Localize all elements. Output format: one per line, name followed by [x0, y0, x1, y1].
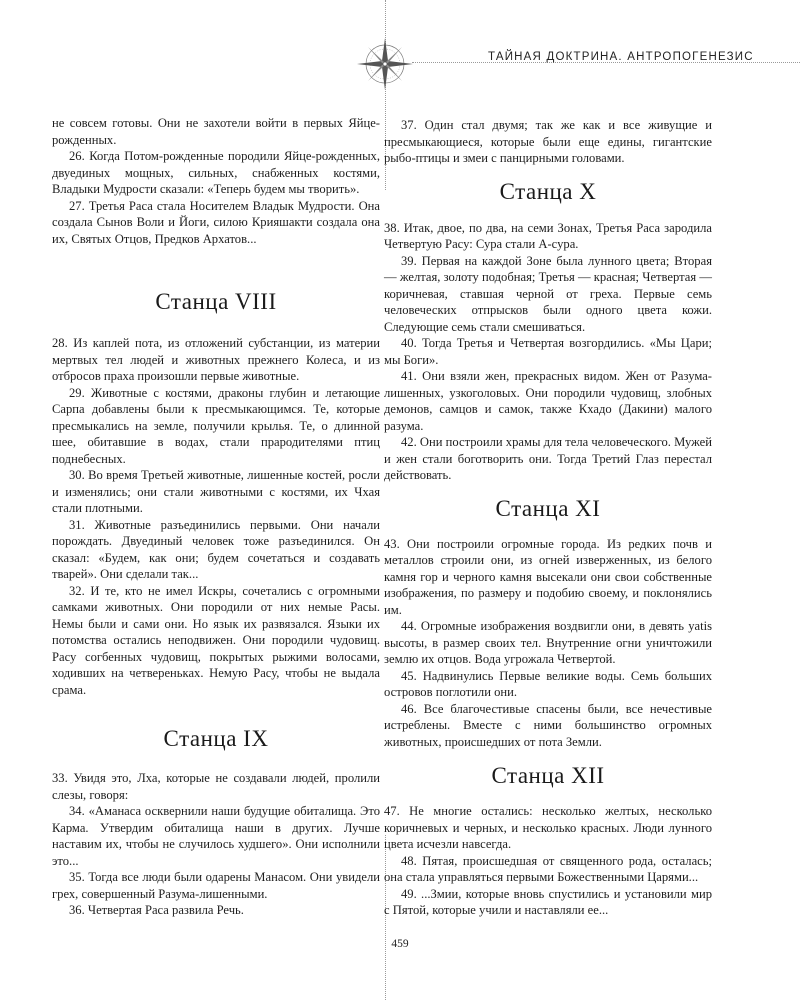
verse-36: 36. Четвертая Раса развила Речь. [69, 903, 244, 917]
stanza-9-heading: Станца IX [163, 726, 269, 751]
stanza-11-heading: Станца XI [495, 495, 601, 521]
stanza-12-heading: Станца XII [491, 763, 605, 788]
verse-38: 38. Итак, двое, по два, на семи Зонах, Третья Раса зародила Четвертую Расу: Сура стали А-сура. [384, 220, 712, 251]
verse-42: 42. Они построили храмы для тела человеческого. Мужей и жен стали боготворить они. Тогда Третий Глаз перестал действовать. [384, 435, 712, 482]
left-column [52, 115, 380, 919]
verse-43: 43. Они построили огромные города. Из редких почв и металлов строили они, из огней изверженных, из белого камня гор и черного камня высекали они свои собственные изображения, по размеру и подобию своему, и поклонялись им. [384, 536, 712, 617]
stanza-8-heading: Станца VIII [155, 289, 277, 314]
verse-41: 41. Они взяли жен, прекрасных видом. Жен от Разума-лишенных, узкоголовых. Они породили чудовищ, злобных демонов, самцов и самок, также Кхадо (Дакини) малого разума. [384, 369, 712, 433]
verse-37: 37. Один стал двумя; так же как и все живущие и пресмыкающиеся, которые были еще едины, гигантские рыбо-птицы и змеи с панцирными головами. [384, 118, 712, 165]
right-column [384, 117, 712, 919]
paragraph-intro: не совсем готовы. Они не захотели войти в первых Яйце-рожденных. [52, 116, 380, 147]
stanza-10-heading: Станца X [499, 178, 597, 204]
verse-49: 49. ...Змии, которые вновь спустились и установили мир с Пятой, которые учили и наставляли ее... [384, 886, 712, 917]
verse-34: 34. «Аманаса осквернили наши будущие обиталища. Это Карма. Утвердим обиталища наши в других. Лучше наставим их, чтобы не случилось худшего». Они исполнили это... [52, 804, 380, 868]
page-number: 459 [391, 938, 409, 950]
verse-28: 28. Из каплей пота, из отложений субстанции, из материи мертвых тел людей и животных прежнего Колеса, и из отбросов праха произошли первые животные. [52, 336, 380, 383]
verse-30: 30. Во время Третьей животные, лишенные костей, росли и изменялись; они стали животными с костями, их Чхая стали плотными. [52, 468, 380, 515]
verse-29: 29. Животные с костями, драконы глубин и летающие Сарпа добавлены были к пресмыкающимся. Те, которые пресмыкались на земле, получили крылья. Те, о длинной шее, обитавшие в водах, стали прародителями птиц поднебесных. [52, 385, 380, 466]
running-head: ТАЙНАЯ ДОКТРИНА. АНТРОПОГЕНЕЗИС [488, 51, 754, 63]
verse-45: 45. Надвинулись Первые великие воды. Семь больших островов поглотили они. [384, 668, 712, 699]
verse-47: 47. Не многие остались: несколько желтых, несколько коричневых и черных, и несколько красных. Люди лунного цвета исчезли навсегда. [384, 804, 712, 851]
compass-rose-icon [355, 36, 415, 94]
verse-26: 26. Когда Потом-рожденные породили Яйце-рожденных, двуединых мощных, сильных, снабженных костями, Владыки Мудрости сказали: «Теперь будем мы творить». [52, 149, 380, 196]
verse-46: 46. Все благочестивые спасены были, все нечестивые истреблены. Вместе с ними большинство огромных животных, происшедших от пота Земли. [384, 701, 712, 749]
verse-44: 44. Огромные изображения воздвигли они, в девять yatis высоты, в размер своих тел. Внутренние огни уничтожили землю их отцов. Вода угрожала Четвертой. [384, 619, 712, 666]
verse-35: 35. Тогда все люди были одарены Манасом. Они увидели грех, совершенный Разума-лишенными. [52, 870, 380, 901]
verse-27: 27. Третья Раса стала Носителем Владык Мудрости. Она создала Сынов Воли и Йоги, силою Крияшакти создала она их, Святых Отцов, Предков Архатов... [52, 198, 380, 246]
verse-31: 31. Животные разъединились первыми. Они начали порождать. Двуединый человек тоже разъединился. Он сказал: «Будем, как они; будем сочетаться и создавать тварей». Они сделали так... [52, 517, 380, 581]
verse-39: 39. Первая на каждой Зоне была лунного цвета; Вторая — желтая, золоту подобная; Третья — красная; Четвертая — коричневая, ставшая черной от греха. Первые семь человеческих отпрысков были одного цвета кожи. Следующие семь стали смешиваться. [384, 253, 712, 334]
verse-33: 33. Увидя это, Лха, которые не создавали людей, пролили слезы, говоря: [52, 771, 380, 802]
verse-40: 40. Тогда Третья и Четвертая возгордились. «Мы Цари; мы Боги». [384, 336, 712, 367]
verse-48: 48. Пятая, происшедшая от священного рода, осталась; она стала управляться первыми Божественными Царями... [384, 853, 712, 884]
verse-32: 32. И те, кто не имел Искры, сочетались с огромными самками животных. Они породили от них немые Расы. Немы были и сами они. Но язык их развязался. Языки их потомства остались неподвижен. Они породили чудовищ. Расу согбенных чудовищ, покрытых рыжими волосами, ходивших на четвереньках. Немую Расу, чтобы не выдала срама. [52, 583, 380, 697]
